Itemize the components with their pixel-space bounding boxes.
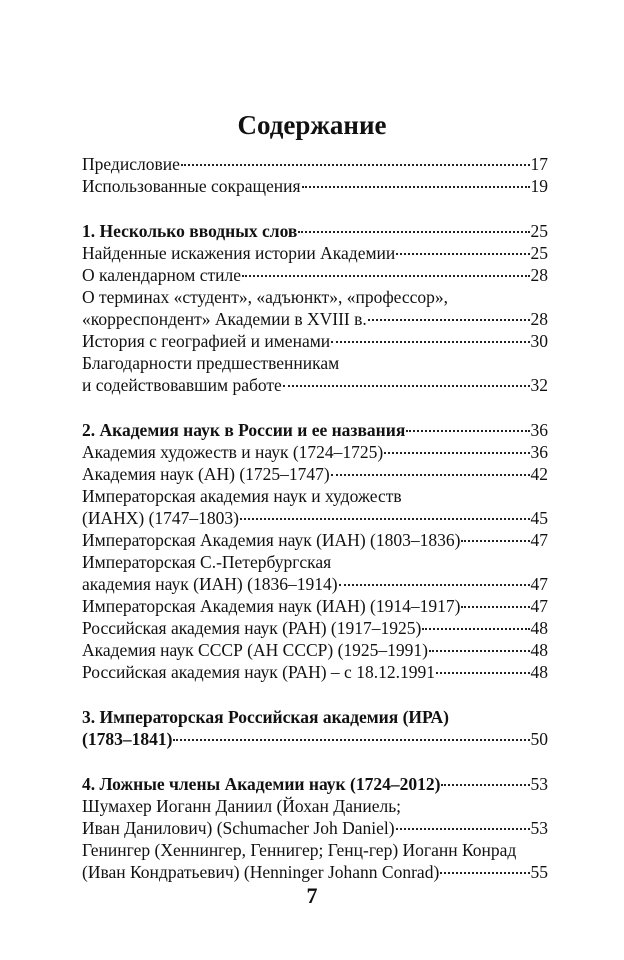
toc-entry-title: Генингер (Хеннингер, Геннигер; Генц-гер) Иоганн Конрад bbox=[82, 840, 517, 860]
dot-leader bbox=[242, 275, 530, 277]
toc-entry-page: 48 bbox=[530, 662, 548, 682]
toc-entry-title: 1. Несколько вводных слов bbox=[82, 221, 298, 241]
toc-entry bbox=[82, 817, 548, 839]
toc-entry-page: 28 bbox=[530, 265, 548, 285]
toc-entry bbox=[82, 308, 548, 330]
toc-entry-title: Российская академия наук (РАН) – с 18.12.1991 bbox=[82, 662, 435, 682]
toc-entry-title: Иван Данилович) (Schumacher Joh Daniel) bbox=[82, 818, 395, 838]
dot-leader bbox=[436, 672, 530, 674]
toc-entry bbox=[82, 264, 548, 286]
toc-section bbox=[82, 773, 548, 883]
toc-entry-page: 25 bbox=[530, 221, 548, 241]
dot-leader bbox=[406, 430, 529, 432]
dot-leader bbox=[384, 452, 529, 454]
toc-entry bbox=[82, 507, 548, 529]
toc-entry-title: О терминах «студент», «адъюнкт», «профессор», bbox=[82, 287, 449, 307]
toc-entry-page: 48 bbox=[530, 618, 548, 638]
toc-entry-title: Найденные искажения истории Академии bbox=[82, 243, 396, 263]
toc-entry-page: 53 bbox=[530, 774, 548, 794]
toc-entry-page: 48 bbox=[530, 640, 548, 660]
page-number: 7 bbox=[306, 883, 318, 908]
toc-chapter-heading bbox=[82, 419, 548, 441]
dot-leader bbox=[368, 319, 530, 321]
toc-entry-title: Императорская академия наук и художеств bbox=[82, 486, 402, 506]
toc-entry bbox=[82, 529, 548, 551]
toc-section bbox=[82, 706, 548, 750]
toc-entry-title: О календарном стиле bbox=[82, 265, 241, 285]
dot-leader bbox=[422, 628, 529, 630]
toc-chapter-heading bbox=[82, 728, 548, 750]
toc-entry-page: 55 bbox=[530, 862, 548, 882]
toc-entry-title: Академия наук (АН) (1725–1747) bbox=[82, 464, 330, 484]
table-of-contents bbox=[82, 153, 548, 906]
toc-section bbox=[82, 419, 548, 683]
toc-entry bbox=[82, 175, 548, 197]
toc-entry bbox=[82, 551, 548, 573]
toc-chapter-heading bbox=[82, 706, 548, 728]
toc-chapter-heading bbox=[82, 773, 548, 795]
dot-leader bbox=[173, 739, 529, 741]
page-title: Содержание bbox=[237, 110, 387, 140]
toc-entry bbox=[82, 374, 548, 396]
dot-leader bbox=[240, 518, 530, 520]
toc-entry-title: 3. Императорская Российская академия (ИРА) bbox=[82, 707, 449, 727]
toc-entry bbox=[82, 595, 548, 617]
toc-entry bbox=[82, 795, 548, 817]
toc-entry-page: 45 bbox=[530, 508, 548, 528]
toc-entry-title: Шумахер Иоганн Даниил (Йохан Даниель; bbox=[82, 796, 402, 816]
toc-entry bbox=[82, 617, 548, 639]
toc-entry-title: Академия наук СССР (АН СССР) (1925–1991) bbox=[82, 640, 429, 660]
toc-entry-page: 47 bbox=[530, 574, 548, 594]
dot-leader bbox=[429, 650, 529, 652]
dot-leader bbox=[302, 186, 530, 188]
toc-entry bbox=[82, 573, 548, 595]
toc-entry-title: и содействовавшим работе bbox=[82, 375, 282, 395]
dot-leader bbox=[331, 474, 530, 476]
dot-leader bbox=[440, 872, 529, 874]
toc-entry-page: 47 bbox=[530, 596, 548, 616]
toc-entry-title: (ИАНХ) (1747–1803) bbox=[82, 508, 239, 528]
toc-entry-page: 36 bbox=[530, 420, 548, 440]
toc-entry bbox=[82, 861, 548, 883]
toc-entry-title: Императорская Академия наук (ИАН) (1914–1917) bbox=[82, 596, 461, 616]
toc-entry bbox=[82, 463, 548, 485]
toc-entry-title: Российская академия наук (РАН) (1917–1925) bbox=[82, 618, 422, 638]
toc-entry bbox=[82, 153, 548, 175]
dot-leader bbox=[461, 540, 529, 542]
toc-entry-title: академия наук (ИАН) (1836–1914) bbox=[82, 574, 338, 594]
toc-section bbox=[82, 220, 548, 396]
toc-entry-page: 17 bbox=[530, 154, 548, 174]
toc-entry-page: 30 bbox=[530, 331, 548, 351]
dot-leader bbox=[331, 341, 529, 343]
toc-entry-page: 53 bbox=[530, 818, 548, 838]
dot-leader bbox=[396, 828, 530, 830]
dot-leader bbox=[441, 784, 529, 786]
toc-entry-title: Благодарности предшественникам bbox=[82, 353, 340, 373]
toc-entry bbox=[82, 286, 548, 308]
toc-entry bbox=[82, 352, 548, 374]
toc-entry-page: 42 bbox=[530, 464, 548, 484]
toc-entry bbox=[82, 661, 548, 683]
toc-entry-title: 4. Ложные члены Академии наук (1724–2012) bbox=[82, 774, 441, 794]
toc-entry-title: 2. Академия наук в России и ее названия bbox=[82, 420, 406, 440]
toc-entry-title: История с географией и именами bbox=[82, 331, 331, 351]
dot-leader bbox=[461, 606, 529, 608]
toc-entry bbox=[82, 839, 548, 861]
toc-entry bbox=[82, 485, 548, 507]
toc-entry-page: 36 bbox=[530, 442, 548, 462]
dot-leader bbox=[339, 584, 530, 586]
toc-chapter-heading bbox=[82, 220, 548, 242]
toc-entry-page: 50 bbox=[530, 729, 548, 749]
toc-entry-title: Императорская Академия наук (ИАН) (1803–1836) bbox=[82, 530, 461, 550]
dot-leader bbox=[298, 231, 529, 233]
toc-entry-page: 32 bbox=[530, 375, 548, 395]
toc-entry-page: 19 bbox=[530, 176, 548, 196]
toc-entry-title: (Иван Кондратьевич) (Henninger Johann Conrad) bbox=[82, 862, 440, 882]
toc-entry-title: (1783–1841) bbox=[82, 729, 173, 749]
toc-entry-page: 28 bbox=[530, 309, 548, 329]
dot-leader bbox=[396, 253, 529, 255]
toc-entry-title: Использованные сокращения bbox=[82, 176, 301, 196]
toc-entry bbox=[82, 441, 548, 463]
toc-entry-title: Императорская С.-Петербургская bbox=[82, 552, 332, 572]
toc-entry-page: 47 bbox=[530, 530, 548, 550]
toc-section bbox=[82, 153, 548, 197]
toc-entry-title: Академия художеств и наук (1724–1725) bbox=[82, 442, 384, 462]
dot-leader bbox=[283, 385, 530, 387]
toc-entry-title: «корреспондент» Академии в XVIII в. bbox=[82, 309, 367, 329]
toc-entry-title: Предисловие bbox=[82, 154, 180, 174]
toc-entry-page: 25 bbox=[530, 243, 548, 263]
toc-entry bbox=[82, 330, 548, 352]
toc-entry bbox=[82, 242, 548, 264]
dot-leader bbox=[181, 164, 530, 166]
toc-entry bbox=[82, 639, 548, 661]
